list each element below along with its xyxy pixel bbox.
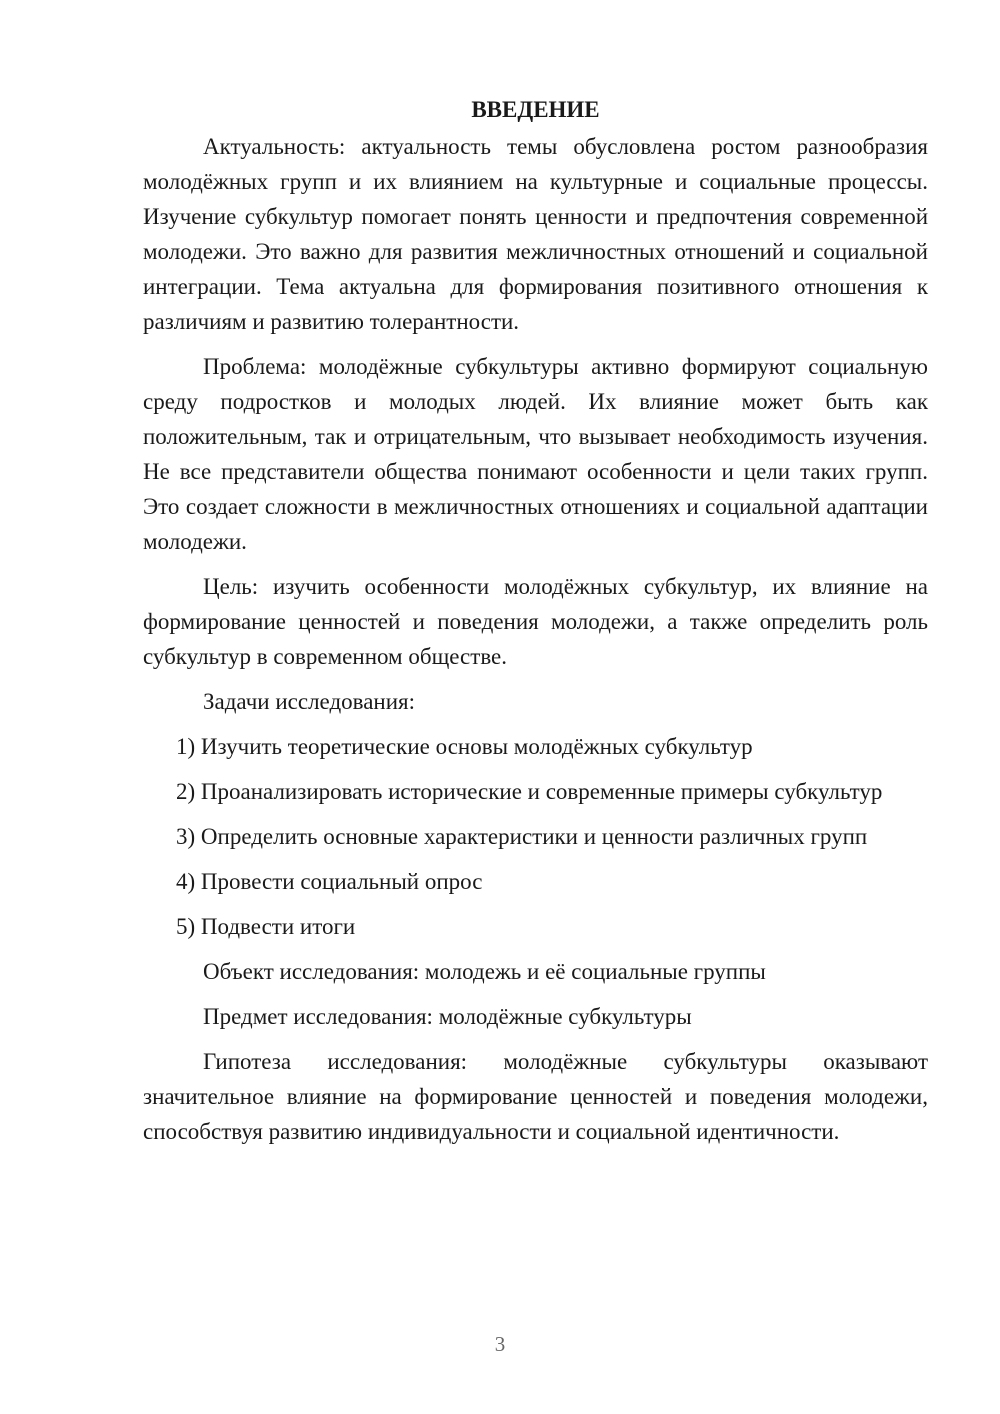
research-object: Объект исследования: молодежь и её социальные группы bbox=[203, 959, 766, 984]
research-subject: Предмет исследования: молодёжные субкультуры bbox=[203, 1004, 692, 1029]
goal-paragraph: Цель: изучить особенности молодёжных субкультур, их влияние на формирование ценностей и поведения молодежи, а также определить роль субкультур в современном обществе. bbox=[143, 574, 928, 669]
task-item-5: 5) Подвести итоги bbox=[176, 914, 356, 939]
task-item-3: 3) Определить основные характеристики и ценности различных групп bbox=[176, 824, 868, 849]
research-hypothesis: Гипотеза исследования: молодёжные субкультуры оказывают значительное влияние на формирование ценностей и поведения молодежи, способствуя развитию индивидуальности и социальной идентичности. bbox=[143, 1049, 928, 1144]
page-title: ВВЕДЕНИЕ bbox=[471, 97, 600, 122]
tasks-heading: Задачи исследования: bbox=[203, 689, 416, 714]
task-item-2: 2) Проанализировать исторические и современные примеры субкультур bbox=[176, 779, 883, 804]
relevance-paragraph: Актуальность: актуальность темы обусловлена ростом разнообразия молодёжных групп и их влиянием на культурные и социальные процессы. Изучение субкультур помогает понять ценности и предпочтения современной молодежи. Это важно для развития межличностных отношений и социальной интеграции. Тема актуальна для формирования позитивного отношения к различиям и развитию толерантности. bbox=[143, 134, 928, 334]
problem-paragraph: Проблема: молодёжные субкультуры активно формируют социальную среду подростков и молодых людей. Их влияние может быть как положительным, так и отрицательным, что вызывает необходимость изучения. Не все представители общества понимают особенности и цели таких групп. Это создает сложности в межличностных отношениях и социальной адаптации молодежи. bbox=[143, 354, 928, 554]
document-page bbox=[143, 92, 928, 1159]
task-item-4: 4) Провести социальный опрос bbox=[176, 869, 483, 894]
task-item-1: 1) Изучить теоретические основы молодёжных субкультур bbox=[176, 734, 753, 759]
page-number: 3 bbox=[494, 1332, 506, 1356]
